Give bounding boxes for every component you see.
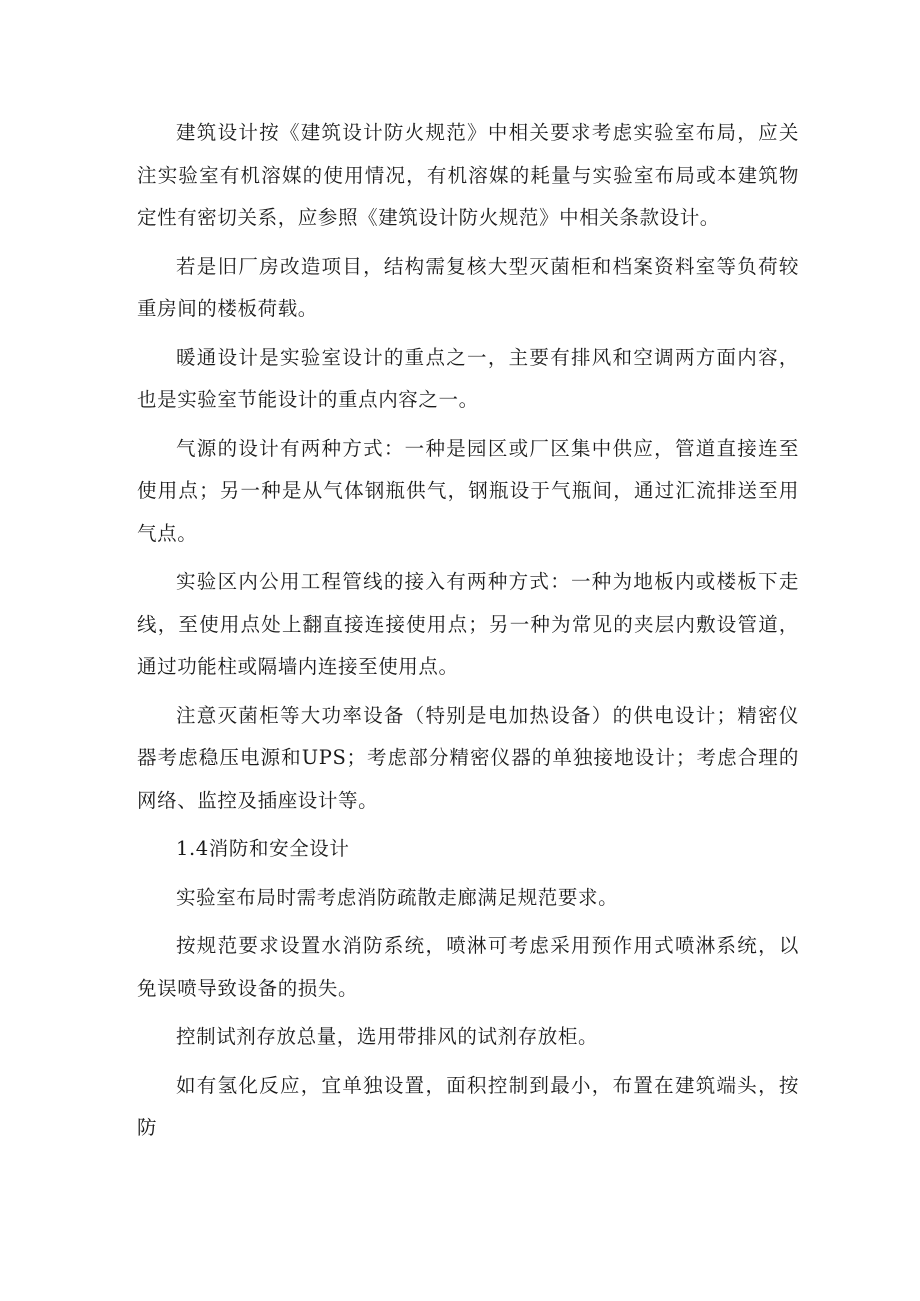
paragraph-hydrogenation: 如有氢化反应，宜单独设置，面积控制到最小，布置在建筑端头，按防 bbox=[137, 1073, 799, 1139]
paragraph-gas-supply: 气源的设计有两种方式：一种是园区或厂区集中供应，管道直接连至使用点；另一种是从气体钢瓶供气，钢瓶设于气瓶间，通过汇流排送至用气点。 bbox=[137, 436, 799, 545]
paragraph-electrical: 注意灭菌柜等大功率设备（特别是电加热设备）的供电设计；精密仪器考虑稳压电源和UPS；考虑部分精密仪器的单独接地设计；考虑合理的网络、监控及插座设计等。 bbox=[137, 703, 799, 812]
paragraph-reagent-storage: 控制试剂存放总量，选用带排风的试剂存放柜。 bbox=[176, 1025, 599, 1048]
paragraph-structure: 若是旧厂房改造项目，结构需复核大型灭菌柜和档案资料室等负荷较重房间的楼板荷载。 bbox=[137, 254, 799, 320]
paragraph-architecture: 建筑设计按《建筑设计防火规范》中相关要求考虑实验室布局，应关注实验室有机溶媒的使用情况，有机溶媒的耗量与实验室布局或本建筑物定性有密切关系，应参照《建筑设计防火规范》中相关条款设计。 bbox=[137, 121, 799, 229]
paragraph-sprinkler: 按规范要求设置水消防系统，喷淋可考虑采用预作用式喷淋系统，以免误喷导致设备的损失。 bbox=[137, 934, 799, 1000]
section-heading: 1.4消防和安全设计 bbox=[176, 837, 350, 860]
document-body bbox=[137, 112, 799, 1156]
paragraph-utility-lines: 实验区内公用工程管线的接入有两种方式：一种为地板内或楼板下走线，至使用点处上翻直接连接使用点；另一种为常见的夹层内敷设管道，通过功能柱或隔墙内连接至使用点。 bbox=[137, 570, 799, 678]
paragraph-hvac: 暖通设计是实验室设计的重点之一，主要有排风和空调两方面内容，也是实验室节能设计的重点内容之一。 bbox=[137, 345, 799, 411]
paragraph-evacuation: 实验室布局时需考虑消防疏散走廊满足规范要求。 bbox=[176, 885, 619, 909]
